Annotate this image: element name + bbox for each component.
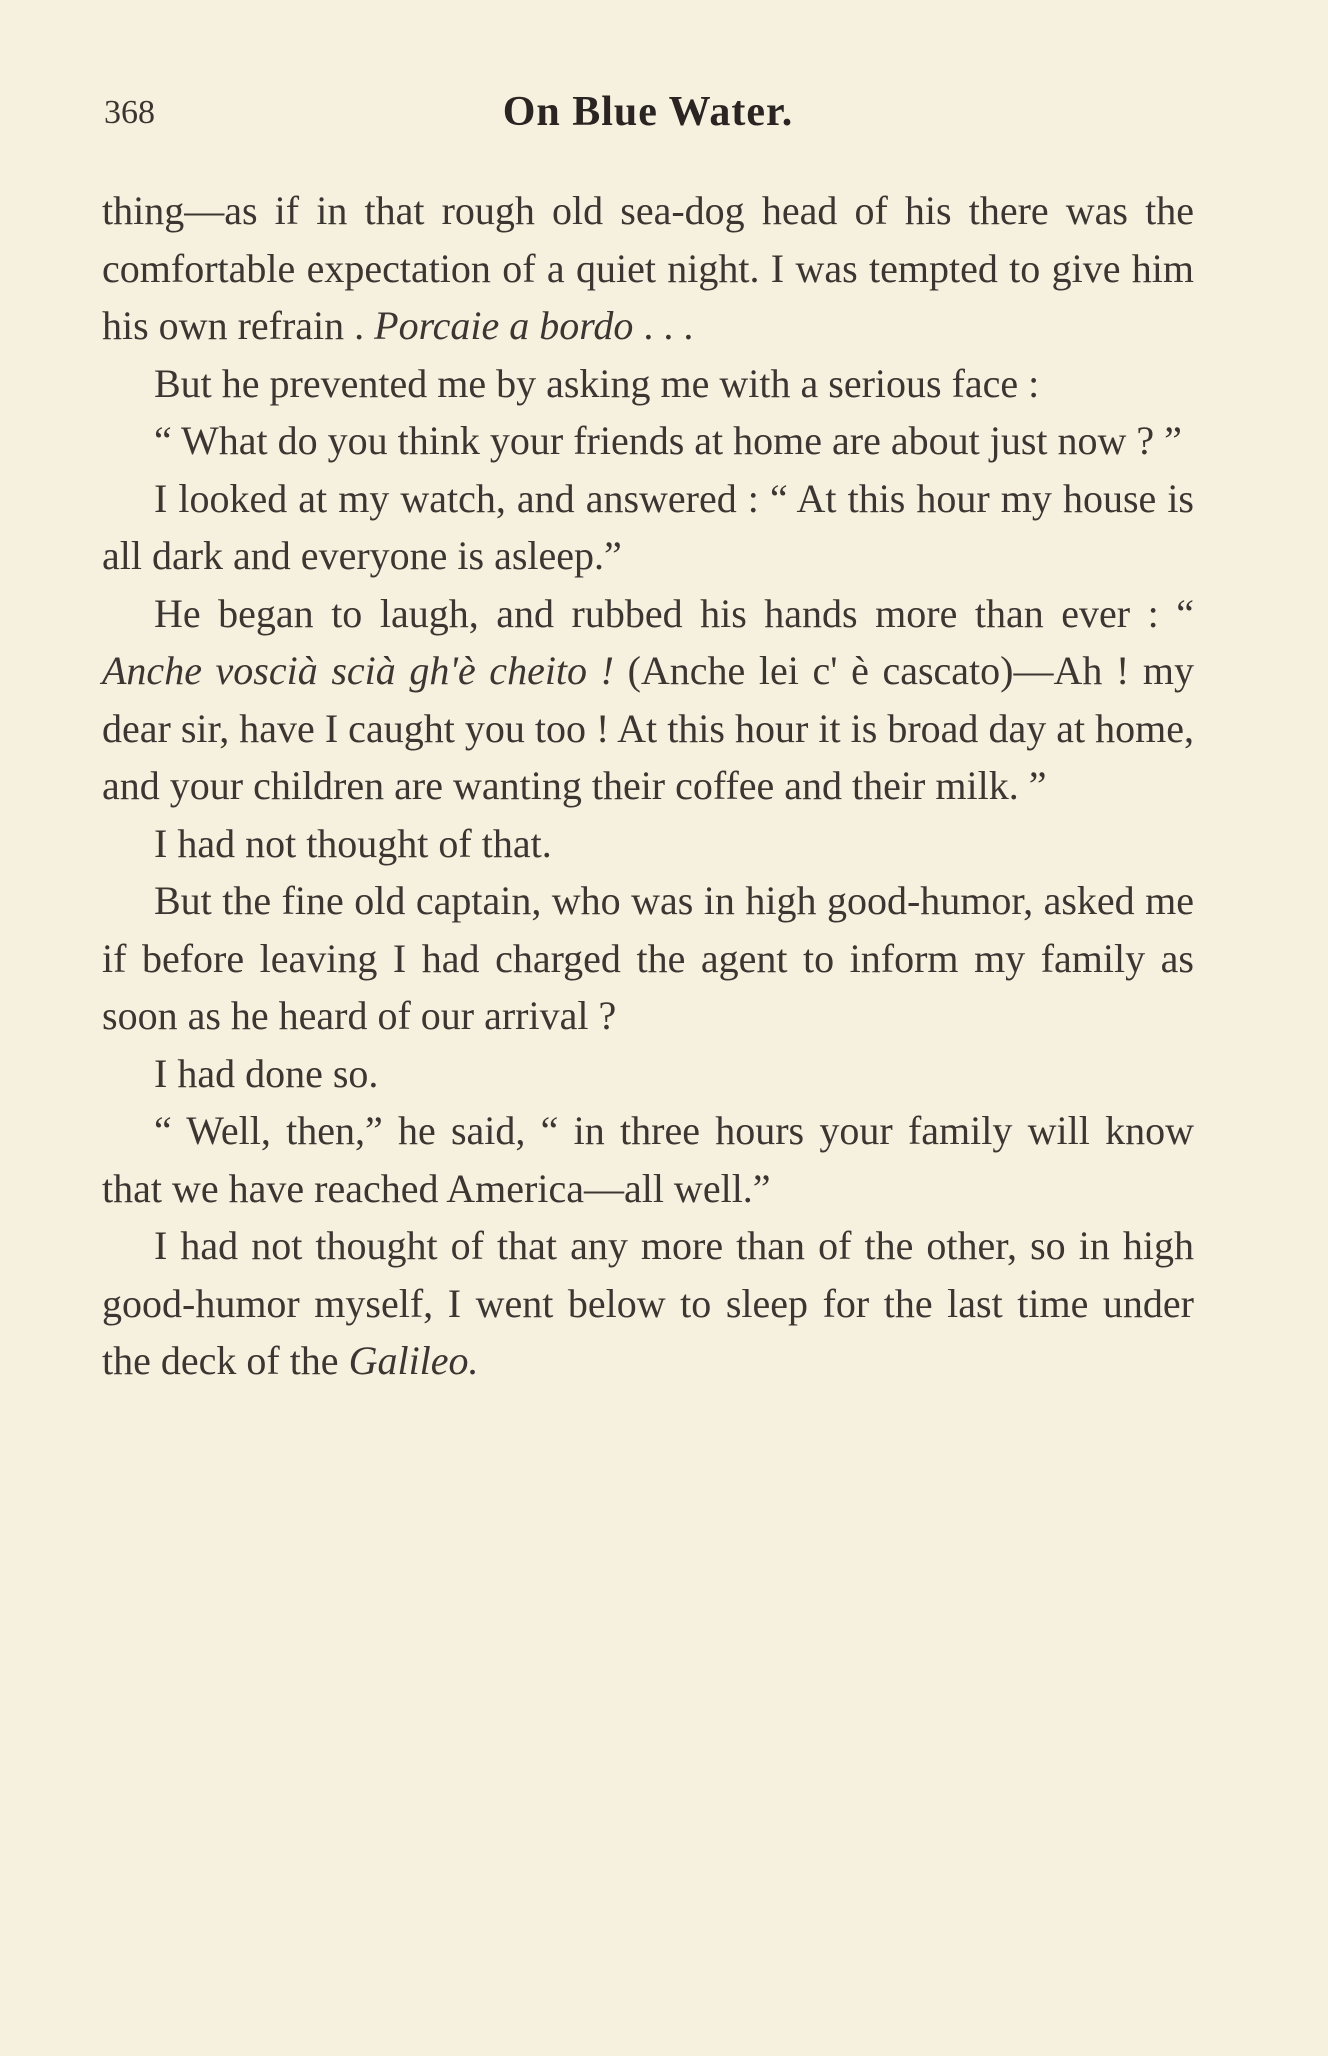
text-segment: I had done so. bbox=[154, 1050, 379, 1096]
page-header bbox=[104, 88, 1192, 148]
paragraph bbox=[102, 355, 1194, 413]
paragraph bbox=[102, 412, 1194, 470]
page-number: 368 bbox=[104, 94, 155, 131]
text-segment: I had not thought of that any more than of the other, so in high good-humor myself, I went below to sleep for the last time under the deck of the bbox=[102, 1223, 1194, 1383]
paragraph bbox=[102, 815, 1194, 873]
paragraph bbox=[102, 872, 1194, 1045]
italic-text: Anche voscià scià gh'è cheito ! bbox=[102, 648, 614, 693]
text-segment: I looked at my watch, and answered : “ At this hour my house is all dark and everyone is asleep.” bbox=[102, 475, 1194, 578]
text-segment: “ Well, then,” he said, “ in three hours your family will know that we have reached America—all well.” bbox=[102, 1108, 1194, 1211]
paragraph bbox=[102, 1217, 1194, 1390]
paragraph bbox=[102, 585, 1194, 815]
text-segment: . . . bbox=[633, 303, 694, 348]
text-segment: (Anche lei c' è cascato)—Ah ! my dear sir, have I caught you too ! At this hour it is broad day at home, and your children are wanting their coffee and their milk. ” bbox=[102, 648, 1194, 808]
running-head: On Blue Water. bbox=[502, 89, 794, 135]
text-segment: thing—as if in that rough old sea-dog head of his there was the comfortable expectation of a quiet night. I was tempted to give him his own refrain . bbox=[102, 188, 1194, 348]
text-segment: “ What do you think your friends at home are about just now ? ” bbox=[154, 418, 1182, 463]
paragraph bbox=[102, 1045, 1194, 1103]
text-segment: I had not thought of that. bbox=[154, 820, 552, 866]
paragraph bbox=[102, 1102, 1194, 1217]
text-segment: But the fine old captain, who was in high good-humor, asked me if before leaving I had charged the agent to inform my family as soon as he heard of our arrival ? bbox=[102, 878, 1194, 1038]
body-text bbox=[102, 182, 1194, 1390]
italic-text: Galileo. bbox=[348, 1338, 479, 1383]
italic-text: Porcaie a bordo bbox=[374, 303, 634, 348]
text-segment: He began to laugh, and rubbed his hands more than ever : “ bbox=[154, 590, 1194, 636]
text-segment: But he prevented me by asking me with a serious face : bbox=[154, 360, 1040, 406]
paragraph bbox=[102, 182, 1194, 355]
paragraph bbox=[102, 470, 1194, 585]
